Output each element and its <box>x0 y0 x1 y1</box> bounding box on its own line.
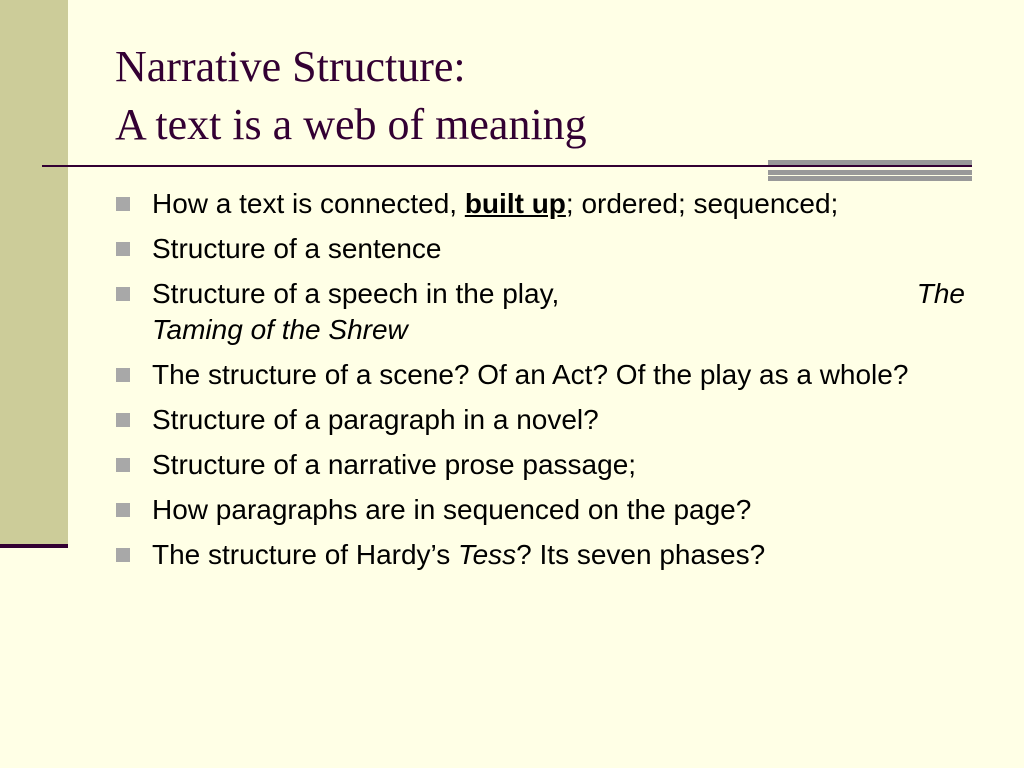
bullet-text: Structure of a paragraph in a novel? <box>152 404 599 435</box>
title-line-2: A text is a web of meaning <box>115 100 587 149</box>
bullet-text: Structure of a sentence <box>152 233 442 264</box>
square-bullet-icon <box>116 197 130 211</box>
title-underline-rule <box>42 165 972 167</box>
square-bullet-icon <box>116 458 130 472</box>
bullet-item-prose <box>115 447 965 483</box>
accent-bar-1 <box>768 160 972 165</box>
bullet-item-scene <box>115 357 965 393</box>
accent-bar-2 <box>768 170 972 175</box>
bullet-text-tail: ? Its seven phases? <box>516 539 766 570</box>
square-bullet-icon <box>116 413 130 427</box>
bullet-text: Structure of a narrative prose passage; <box>152 449 637 480</box>
square-bullet-icon <box>116 287 130 301</box>
bullet-item-paragraph <box>115 402 965 438</box>
square-bullet-icon <box>116 242 130 256</box>
bullet-text: The structure of a scene? Of an Act? Of the play as a whole? <box>152 359 909 390</box>
accent-bar-3 <box>768 176 972 181</box>
novel-title: Tess <box>458 539 517 570</box>
square-bullet-icon <box>116 503 130 517</box>
play-title-rest: Taming of the Shrew <box>152 314 408 345</box>
bullet-list <box>115 186 965 582</box>
bullet-item-tess <box>115 537 965 573</box>
bullet-text: The structure of Hardy’s <box>152 539 459 570</box>
bullet-text: How a text is connected, <box>152 188 465 219</box>
left-sidebar-decoration <box>0 0 68 548</box>
bullet-item-sequence <box>115 492 965 528</box>
slide-title <box>115 38 587 154</box>
bullet-text: Structure of a speech in the play, <box>152 278 560 309</box>
bullet-item-sentence <box>115 231 965 267</box>
emphasis-text: built up <box>464 188 566 219</box>
title-line-1: Narrative Structure: <box>115 42 466 91</box>
bullet-text-tail: ; ordered; sequenced; <box>565 188 839 219</box>
sidebar-rule <box>0 544 68 548</box>
square-bullet-icon <box>116 548 130 562</box>
bullet-item-speech <box>115 276 965 348</box>
bullet-text: How paragraphs are in sequenced on the page? <box>152 494 752 525</box>
play-title-start: The <box>916 278 965 309</box>
bullet-item-connected <box>115 186 965 222</box>
square-bullet-icon <box>116 368 130 382</box>
